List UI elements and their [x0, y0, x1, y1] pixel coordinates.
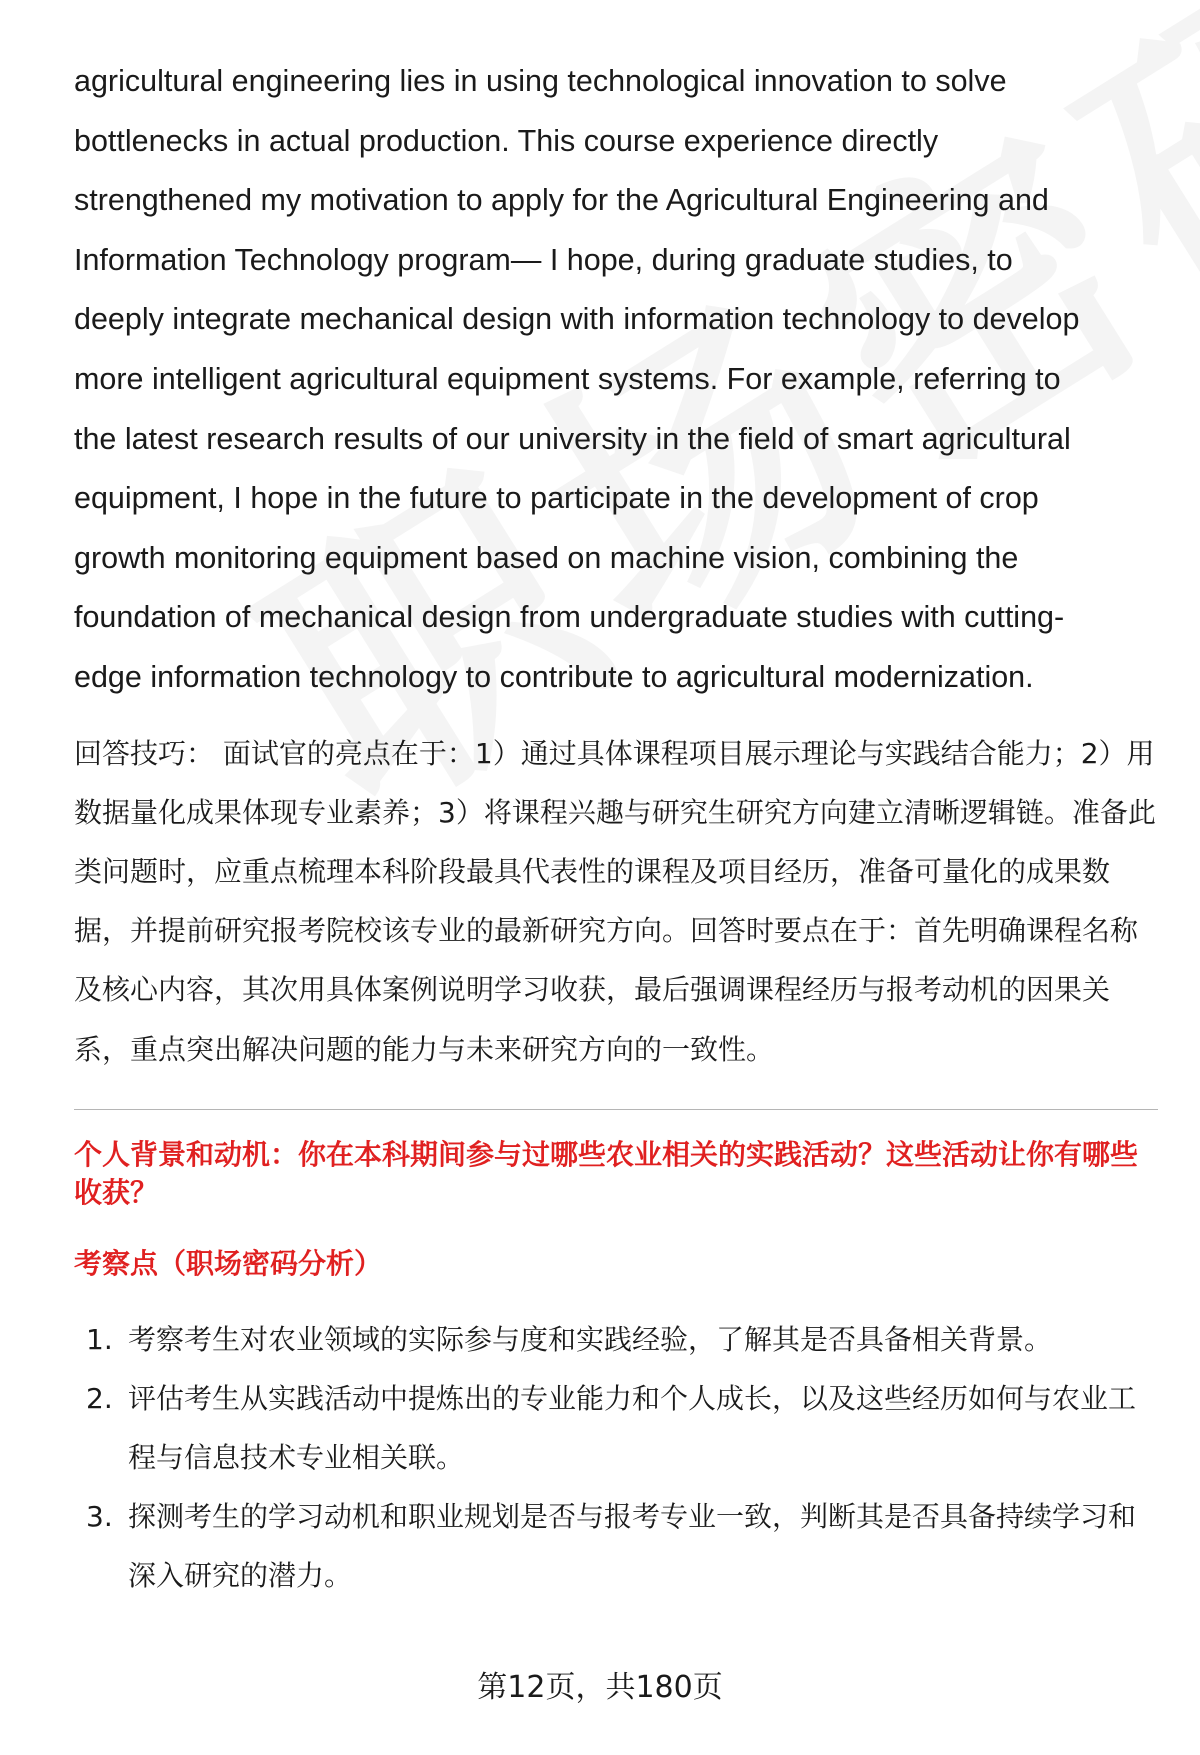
list-number: 1.	[86, 1322, 113, 1356]
page-footer: 第12页，共180页	[477, 1670, 723, 1705]
section-divider	[74, 1109, 1158, 1110]
english-line: equipment, I hope in the future to participate in the development of crop	[74, 481, 1039, 516]
question-heading: 个人背景和动机：你在本科期间参与过哪些农业相关的实践活动？这些活动让你有哪些收获？	[74, 1137, 1139, 1209]
english-line: deeply integrate mechanical design with information technology to develop	[74, 302, 1080, 337]
list-number: 2.	[86, 1381, 113, 1415]
list-text: 探测考生的学习动机和职业规划是否与报考专业一致，判断其是否具备持续学习和深入研究的潜力。	[128, 1499, 1137, 1592]
english-line: foundation of mechanical design from undergraduate studies with cutting-	[74, 600, 1065, 635]
assessment-subheading: 考察点（职场密码分析）	[74, 1246, 383, 1280]
list-text: 评估考生从实践活动中提炼出的专业能力和个人成长，以及这些经历如何与农业工程与信息技术专业相关联。	[128, 1381, 1137, 1474]
english-line: growth monitoring equipment based on machine vision, combining the	[74, 540, 1019, 575]
list-text: 考察考生对农业领域的实际参与度和实践经验，了解其是否具备相关背景。	[128, 1322, 1053, 1356]
answer-tips: 回答技巧： 面试官的亮点在于：1）通过具体课程项目展示理论与实践结合能力；2）用数据量化成果体现专业素养；3）将课程兴趣与研究生研究方向建立清晰逻辑链。准备此类问题时，应重点梳理本科阶段最具代表性的课程及项目经历，准备可量化的成果数据，并提前研究报考院校该专业的最新研究方向。回答时要点在于：首先明确课程名称及核心内容，其次用具体案例说明学习收获，最后强调课程经历与报考动机的因果关系，重点突出解决问题的能力与未来研究方向的一致性。	[74, 736, 1156, 1066]
list-number: 3.	[86, 1499, 113, 1533]
english-line: agricultural engineering lies in using technological innovation to solve	[74, 64, 1007, 98]
english-line: Information Technology program— I hope, during graduate studies, to	[74, 242, 1013, 277]
list-item	[74, 1369, 1158, 1487]
assessment-points	[74, 1310, 1158, 1605]
english-line: strengthened my motivation to apply for the Agricultural Engineering and	[74, 183, 1049, 218]
page-content	[74, 52, 1158, 1605]
english-paragraph	[74, 52, 1158, 708]
list-item	[74, 1487, 1158, 1605]
english-line: edge information technology to contribute to agricultural modernization.	[74, 659, 1034, 694]
english-line: bottlenecks in actual production. This course experience directly	[74, 123, 939, 158]
list-item	[74, 1310, 1158, 1369]
english-line: more intelligent agricultural equipment systems. For example, referring to	[74, 361, 1061, 396]
english-line: the latest research results of our university in the field of smart agricultural	[74, 421, 1071, 456]
